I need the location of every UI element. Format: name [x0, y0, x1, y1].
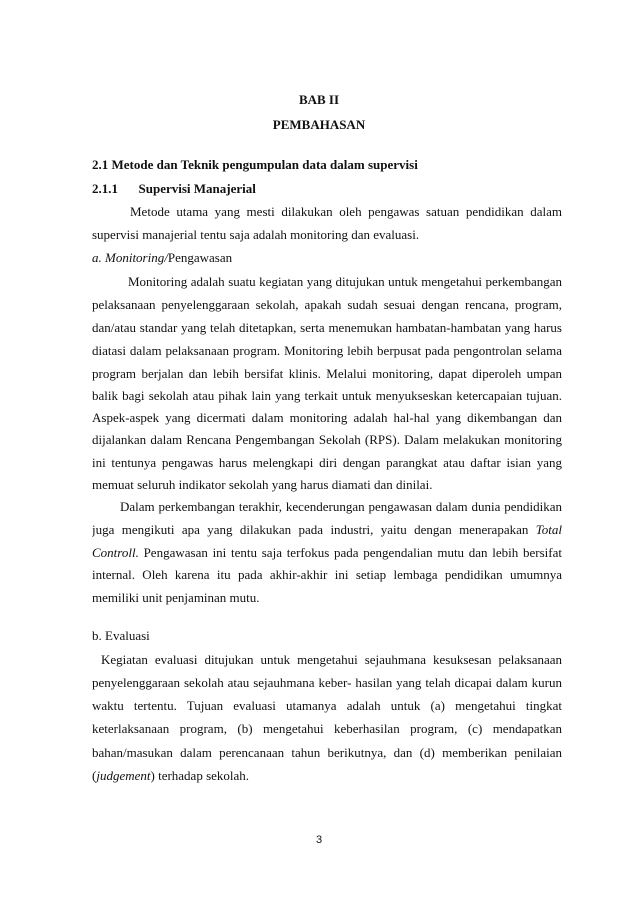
subsection-heading-evaluasi: b. Evaluasi — [92, 628, 150, 643]
paragraph-line: Kegiatan evaluasi ditujukan untuk mengetahui sejauhmana kesuksesan pelaksanaan — [101, 652, 562, 667]
section-title: Supervisi Manajerial — [138, 181, 256, 196]
paragraph-line: Aspek-aspek yang dicermati dalam monitoring adalah hal-hal yang dikembangan dan — [92, 410, 562, 425]
text-italic: Total — [535, 522, 562, 537]
chapter-number: BAB II — [298, 92, 340, 107]
paragraph-line: program berjalan dan lebih bersifat klinis. Melalui monitoring, dapat diperoleh umpan — [92, 366, 562, 381]
paragraph-line: Metode utama yang mesti dilakukan oleh pengawas satuan pendidikan dalam — [130, 204, 562, 219]
heading-italic-part: a. Monitoring/ — [92, 250, 168, 265]
chapter-title: PEMBAHASAN — [272, 117, 366, 132]
text-plain: ( — [92, 768, 97, 783]
paragraph-line: dan/atau standar yang telah ditetapkan, serta menemukan hambatan-hambatan yang harus — [92, 320, 562, 335]
paragraph-line: supervisi manajerial tentu saja adalah monitoring dan evaluasi. — [92, 227, 420, 242]
paragraph-line: keterlaksanaan program, (b) mengetahui keberhasilan program, (c) mendapatkan — [92, 721, 562, 736]
paragraph-line: diatasi dalam pelaksanaan program. Monitoring lebih berpusat pada pengontrolan selama — [92, 343, 562, 358]
section-heading-2-1: 2.1 Metode dan Teknik pengumpulan data dalam supervisi — [92, 157, 418, 172]
paragraph-line — [92, 522, 562, 538]
paragraph-line: memiliki unit penjaminan mutu. — [92, 590, 260, 605]
paragraph-line: Dalam perkembangan terakhir, kecenderungan pengawasan dalam dunia pendidikan — [120, 499, 562, 514]
text-plain: Pengawasan ini tentu saja terfokus pada pengendalian mutu dan lebih bersifat — [143, 545, 562, 560]
paragraph-line: waktu tertentu. Tujuan evaluasi utamanya adalah untuk (a) mengetahui tingkat — [92, 698, 562, 713]
text-plain: juga mengikuti apa yang dilakukan pada industri, yaitu dengan menerapakan — [92, 522, 529, 537]
paragraph-line: Monitoring adalah suatu kegiatan yang ditujukan untuk mengetahui perkembangan — [128, 274, 562, 289]
paragraph-line: dijalankan dalam Rencana Pengembangan Sekolah (RPS). Dalam melakukan monitoring — [92, 432, 562, 447]
heading-plain-part: Pengawasan — [167, 250, 233, 265]
section-number: 2.1.1 — [92, 181, 118, 196]
paragraph-line: bahan/masukan dalam perencanaan tahun berikutnya, dan (d) memberikan penilaian — [92, 745, 562, 760]
page-number: 3 — [315, 834, 323, 846]
paragraph-line: memuat seluruh indikator sekolah yang harus diamati dan dinilai. — [92, 477, 433, 492]
paragraph-line: penyelenggaraan sekolah atau sejauhmana keber- hasilan yang telah dicapai dalam kurun — [92, 675, 562, 690]
section-heading-2-1-1 — [92, 181, 256, 197]
paragraph-line: internal. Oleh karena itu pada akhir-akhir ini setiap lembaga pendidikan umumnya — [92, 567, 562, 582]
text-plain: ) terhadap sekolah. — [150, 768, 250, 783]
text-italic: judgement — [96, 768, 151, 783]
paragraph-line: balik bagi sekolah atau pihak lain yang terkait untuk menyukseskan ketercapaian tujuan. — [92, 388, 562, 403]
paragraph-line — [92, 768, 249, 784]
paragraph-line: pelaksanaan penyelenggaraan sekolah, apakah sudah sesuai dengan rencana, program, — [92, 297, 562, 312]
subsection-heading-monitoring — [92, 250, 232, 266]
paragraph-line: ini tentunya pengawas harus melengkapi diri dengan parangkat atau daftar isian yang — [92, 455, 562, 470]
paragraph-line — [92, 545, 562, 561]
text-italic: Controll. — [92, 545, 139, 560]
